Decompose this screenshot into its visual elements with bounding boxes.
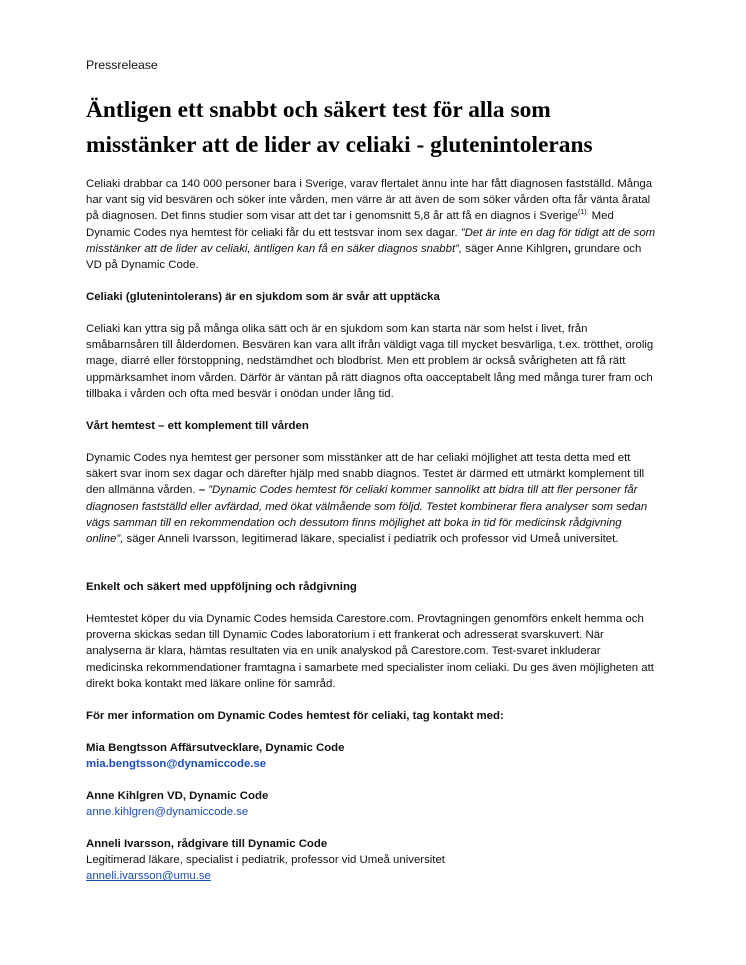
page-title: Äntligen ett snabbt och säkert test för alla som misstänker att de lider av celiaki - glutenintolerans bbox=[86, 97, 593, 158]
hemtest-attribution: säger Anneli Ivarsson, legitimerad läkare, specialist i pediatrik och professor vid Umeå universitet. bbox=[123, 533, 619, 546]
hemtest-quote: ”Dynamic Codes hemtest för celiaki kommer sannolikt att bidra till att fler personer får diagnosen fastställd eller avfärdad, med ökat välmående som följd. Testet kombinerar flera analyser som sedan vägs samman till en rekommendation och dessutom finns möjlighet att boka in tid för medicinsk rådgivning online”, bbox=[86, 484, 648, 546]
contact-detail: Legitimerad läkare, specialist i pediatrik, professor vid Umeå universitet bbox=[86, 854, 445, 867]
intro-bold-comma: , bbox=[567, 242, 572, 255]
contact-card bbox=[86, 740, 658, 772]
hemtest-dash: – bbox=[198, 484, 206, 497]
hemtest-body-text: Dynamic Codes nya hemtest ger personer som misstänker att de har celiaki möjlighet att testa detta med ett säkert svar inom sex dagar och därefter hjälp med snabb diagnos. Testet är därmed ett utmärkt komplement till den allmänna vården. bbox=[86, 452, 645, 497]
contact-card bbox=[86, 836, 658, 885]
section-body-uppfoljning: Hemtestet köper du via Dynamic Codes hemsida Carestore.com. Provtagningen genomförs enkelt hemma och proverna skickas sedan till Dynamic Codes laboratorium i ett frankerat och adresserat svarskuvert. När analyserna är klara, hämtas resultaten via en unik analyskod på Carestore.com. Test-svaret inkluderar medicinska rekommendationer framtagna i samarbete med specialister inom celiaki. Du ges även möjligheten att direkt boka kontakt med läkare online för samråd. bbox=[86, 613, 654, 690]
intro-text-1: Celiaki drabbar ca 140 000 personer bara i Sverige, varav flertalet ännu inte har fått diagnosen fastställd. Många har vant sig vid besvären och söker inte vården, men värre är att även de som söker vården ofta får vänta åratal på diagnosen. Det finns studier som visar att det tar i genomsnitt 5,8 år att få en diagnos i Sverige bbox=[86, 178, 653, 223]
intro-text-2: Med Dynamic Codes nya hemtest för celiaki får du ett testsvar inom sex dagar. bbox=[86, 210, 614, 239]
intro-text-3: säger Anne Kihlgren bbox=[462, 242, 568, 255]
intro-text-4: grundare och VD på Dynamic Code. bbox=[86, 242, 642, 272]
intro-paragraph bbox=[86, 176, 658, 273]
contact-name: Anneli Ivarsson, rådgivare till Dynamic Code bbox=[86, 838, 328, 850]
contact-name: Mia Bengtsson Affärsutvecklare, Dynamic Code bbox=[86, 742, 345, 754]
footnote-reference: (1). bbox=[577, 209, 589, 217]
section-heading-celiaki: Celiaki (glutenintolerans) är en sjukdom som är svår att upptäcka bbox=[86, 291, 440, 303]
section-heading-uppfoljning: Enkelt och säkert med uppföljning och rådgivning bbox=[86, 581, 357, 593]
contact-card bbox=[86, 788, 658, 820]
contact-email-link[interactable]: anne.kihlgren@dynamiccode.se bbox=[86, 806, 249, 819]
document-type-label: Pressrelease bbox=[86, 58, 158, 72]
contact-email-link[interactable]: anneli.ivarsson@umu.se bbox=[86, 870, 211, 883]
contact-email-link[interactable]: mia.bengtsson@dynamiccode.se bbox=[86, 758, 267, 771]
intro-quote: ”Det är inte en dag för tidigt att de som misstänker att de lider av celiaki, äntligen kan få en säker diagnos snabbt”, bbox=[86, 226, 656, 255]
section-heading-hemtest: Vårt hemtest – ett komplement till vården bbox=[86, 420, 309, 432]
contact-heading: För mer information om Dynamic Codes hemtest för celiaki, tag kontakt med: bbox=[86, 710, 504, 722]
contact-name: Anne Kihlgren VD, Dynamic Code bbox=[86, 790, 269, 802]
section-body-hemtest bbox=[86, 450, 658, 547]
section-body-celiaki: Celiaki kan yttra sig på många olika sätt och är en sjukdom som kan starta när som helst i livet, från småbarnsåren till ålderdomen. Besvären kan vara allt ifrån väldigt vaga till mycket besvärliga, t.ex. trötthet, orolig mage, diarré eller förstoppning, nedstämdhet och blodbrist. Men ett problem är också svårigheten att få rätt uppmärksamhet inom vården. Därför är väntan på rätt diagnos ofta oacceptabelt lång med många turer fram och tillbaka i vården och ofta med besvär i onödan under lång tid. bbox=[86, 323, 654, 400]
